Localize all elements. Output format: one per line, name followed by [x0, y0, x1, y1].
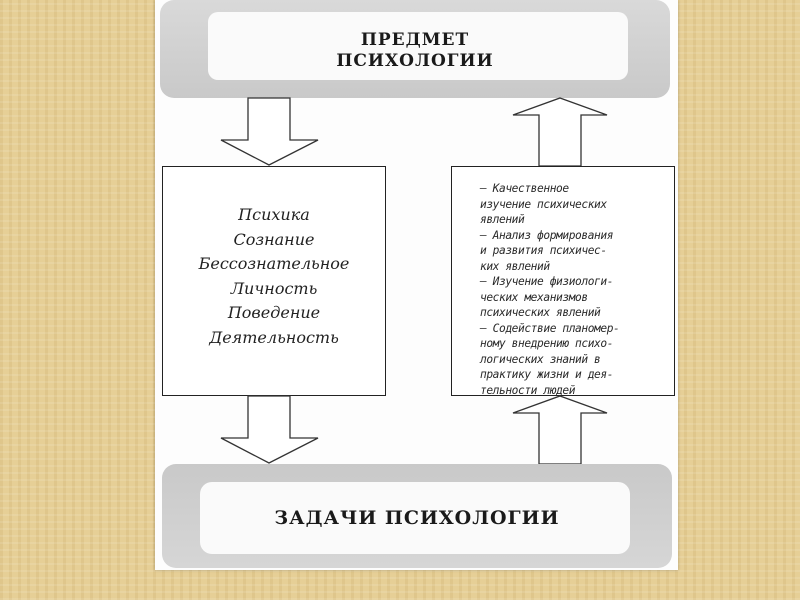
subject-item: Сознание [233, 229, 315, 249]
subject-item: Деятельность [209, 327, 339, 347]
task-line: – Качественное [480, 182, 569, 195]
task-line: и развития психичес- [480, 244, 607, 257]
task-line: практику жизни и дея- [480, 368, 614, 381]
task-line: ному внедрению психо- [480, 337, 614, 350]
psychology-tasks-box [451, 166, 675, 396]
psychology-subject-box [162, 166, 386, 396]
subject-item: Психика [238, 205, 310, 224]
task-line: изучение психических [480, 197, 607, 211]
task-line: ческих механизмов [480, 290, 588, 304]
tasks-title: ЗАДАЧИ ПСИХОЛОГИИ [274, 507, 560, 529]
task-line: тельности людей [480, 383, 576, 397]
subject-item: Бессознательное [198, 254, 350, 273]
task-lines-list [480, 181, 668, 398]
down-arrow-bottom-left [230, 396, 320, 464]
up-arrow-bottom-right [515, 396, 607, 464]
task-line: – Анализ формирования [480, 228, 614, 242]
subject-header-band [160, 0, 670, 98]
task-line: – Изучение физиологи- [480, 275, 614, 288]
task-line: явлений [480, 213, 525, 226]
subject-title-line-1: ПРЕДМЕТ [360, 30, 470, 50]
subject-title-line-2: ПСИХОЛОГИИ [336, 51, 494, 71]
task-line: – Содействие планомер- [480, 321, 620, 335]
task-line: психических явлений [480, 306, 601, 319]
subject-item: Личность [230, 278, 318, 298]
subject-item: Поведение [227, 303, 321, 322]
task-line: ких явлений [480, 259, 550, 273]
subject-title [160, 30, 670, 72]
down-arrow-top-left [230, 98, 320, 166]
slide-page [155, 0, 678, 570]
up-arrow-top-right [515, 98, 607, 166]
subject-items-list [163, 203, 385, 350]
tasks-footer-band [162, 464, 672, 568]
task-line: логических знаний в [480, 352, 601, 366]
